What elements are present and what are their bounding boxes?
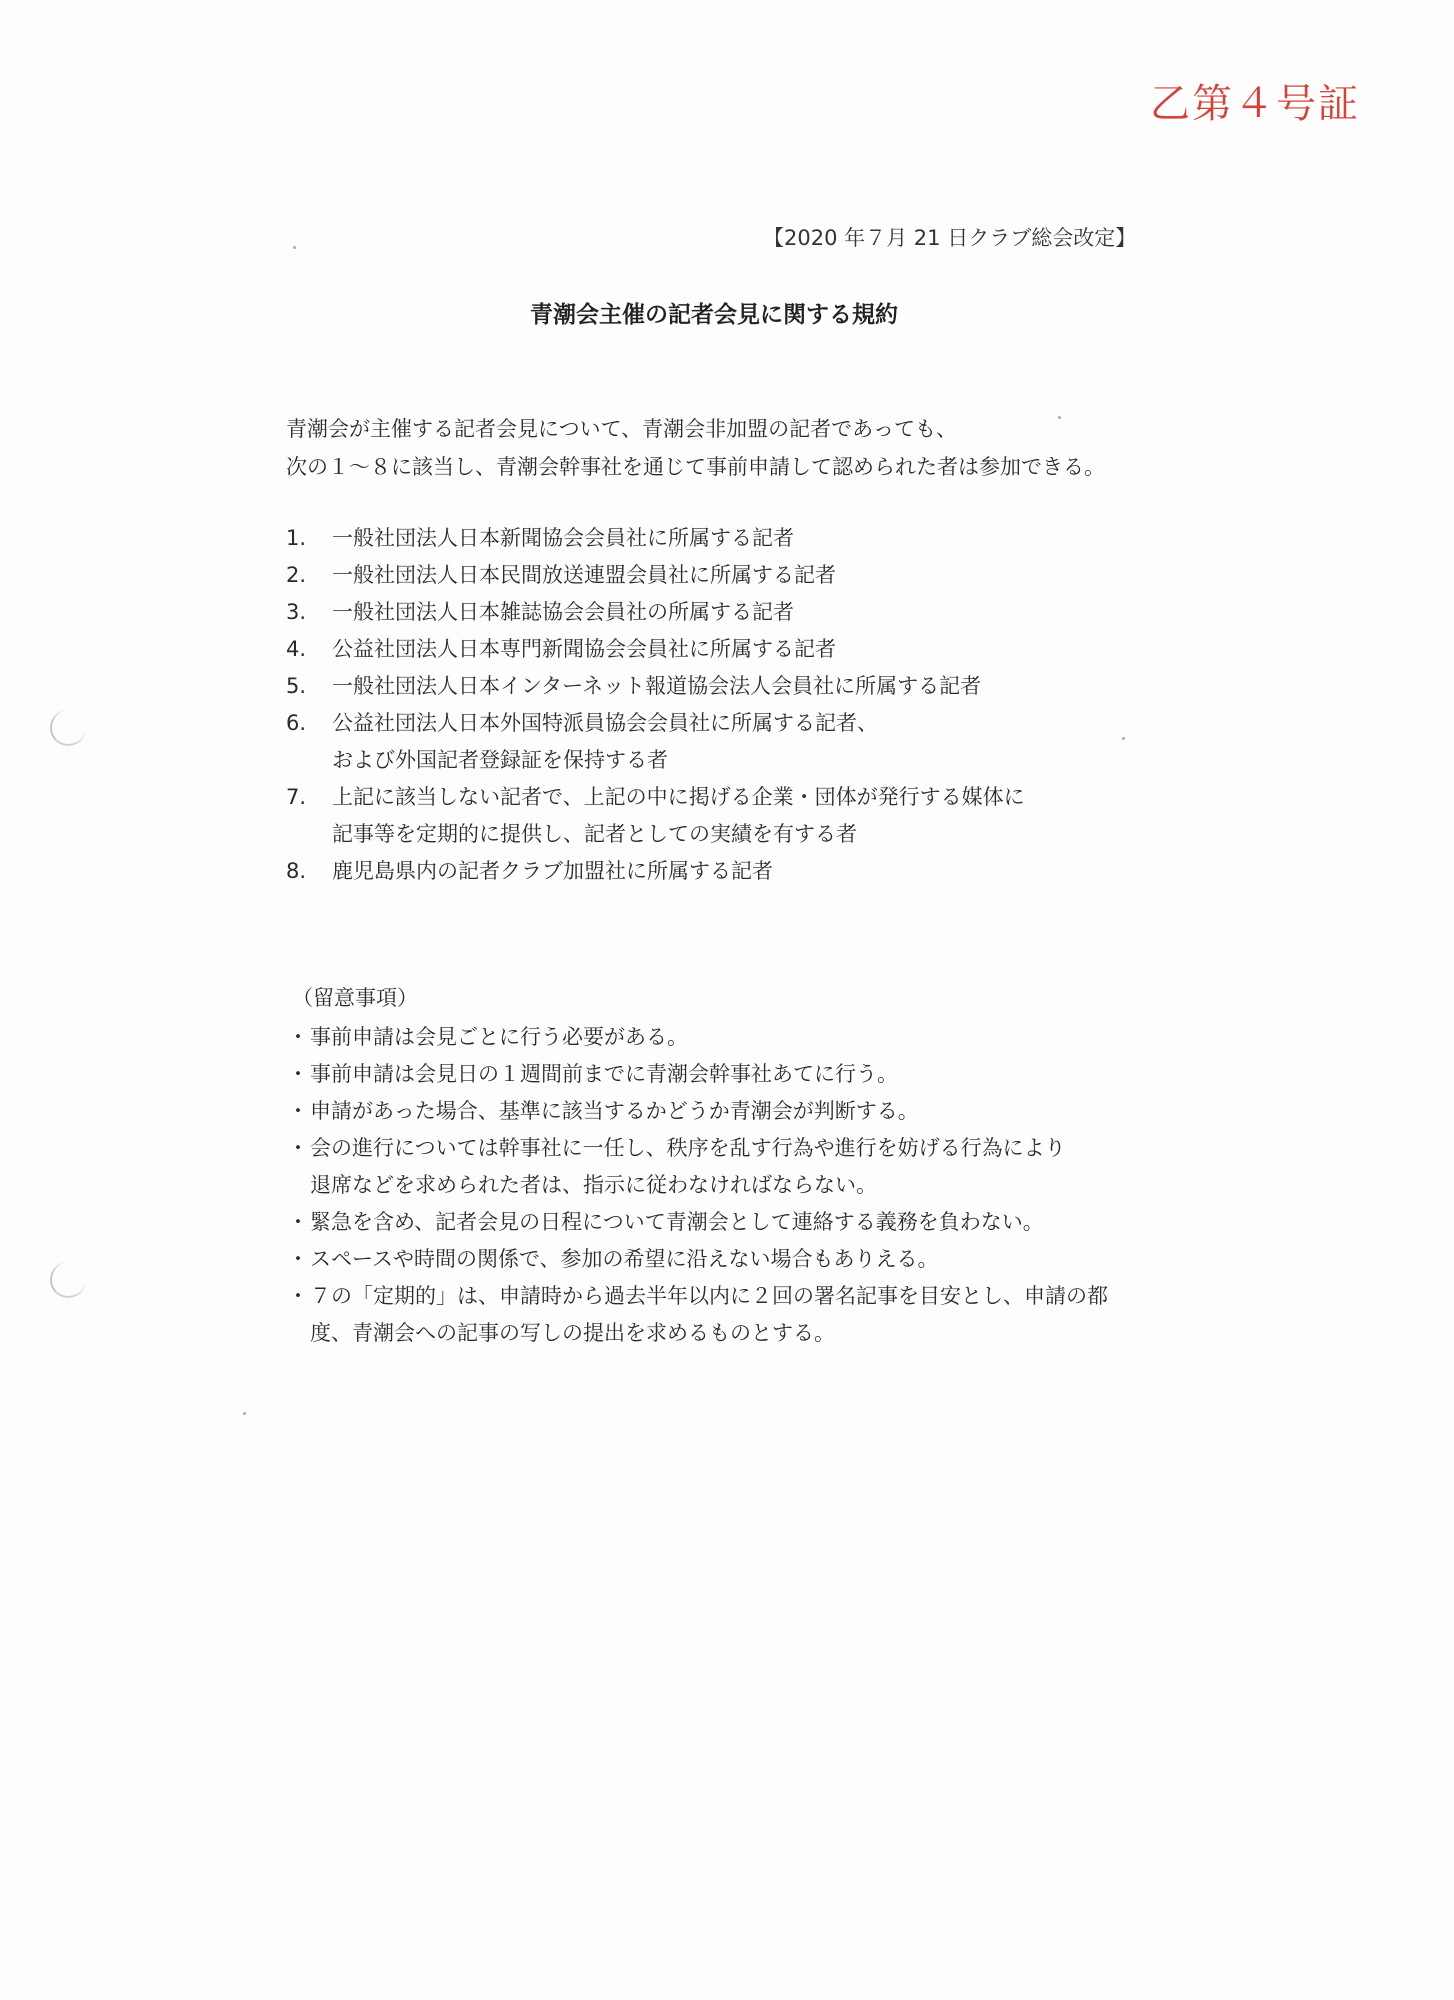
criteria-number: 1. [286,526,307,550]
criteria-number: 5. [286,674,307,698]
criteria-number: 8. [286,859,307,883]
criteria-number: 6. [286,711,307,735]
criteria-number: 3. [286,600,307,624]
punch-hole-mark [50,1262,86,1298]
eligibility-criteria-list [286,520,1025,890]
exhibit-label-stamp: 乙第４号証 [1150,81,1360,127]
criteria-text: 一般社団法人日本民間放送連盟会員社に所属する記者 [332,563,836,587]
note-text: 申請があった場合、基準に該当するかどうか青潮会が判断する。 [310,1099,919,1123]
criteria-text: 公益社団法人日本専門新聞協会会員社に所属する記者 [332,637,836,661]
criteria-item [286,520,1025,557]
bullet-icon: ・ [287,1210,309,1234]
criteria-item [286,705,1025,779]
notes-heading: （留意事項） [292,986,418,1010]
intro-line: 次の１～８に該当し、青潮会幹事社を通じて事前申請して認められた者は参加できる。 [286,455,1105,479]
bullet-icon: ・ [287,1062,309,1086]
bullet-icon: ・ [287,1099,309,1123]
note-text: スペースや時間の関係で、参加の希望に沿えない場合もありえる。 [310,1247,939,1271]
scan-speck [243,1412,246,1415]
scan-speck [1122,737,1125,740]
note-item [286,1241,1108,1278]
intro-line: 青潮会が主催する記者会見について、青潮会非加盟の記者であっても、 [286,417,957,441]
note-text: 事前申請は会見日の１週間前までに青潮会幹事社あてに行う。 [310,1062,898,1086]
document-title: 青潮会主催の記者会見に関する規約 [530,302,898,328]
notes-list [286,1019,1108,1352]
criteria-number: 4. [286,637,307,661]
bullet-icon: ・ [287,1284,309,1308]
note-item [286,1019,1108,1056]
note-text: 会の進行については幹事社に一任し、秩序を乱す行為や進行を妨げる行為により 退席などを求められた者は、指示に従わなければならない。 [310,1136,1066,1197]
criteria-number: 2. [286,563,307,587]
criteria-number: 7. [286,785,307,809]
criteria-text: 一般社団法人日本新聞協会会員社に所属する記者 [332,526,794,550]
note-item [286,1204,1108,1241]
criteria-text: 一般社団法人日本雑誌協会会員社の所属する記者 [332,600,794,624]
note-item [286,1056,1108,1093]
revision-note: 【2020 年７月 21 日クラブ総会改定】 [763,226,1137,250]
bullet-icon: ・ [287,1247,309,1271]
scan-speck [1058,416,1061,419]
criteria-item [286,631,1025,668]
scan-speck [293,246,296,249]
note-item [286,1093,1108,1130]
criteria-item [286,594,1025,631]
criteria-text: 公益社団法人日本外国特派員協会会員社に所属する記者、 および外国記者登録証を保持する者 [332,711,878,772]
criteria-item [286,668,1025,705]
criteria-item [286,557,1025,594]
criteria-item [286,853,1025,890]
notes-section [286,980,1108,1352]
note-text: 事前申請は会見ごとに行う必要がある。 [310,1025,688,1049]
note-item [286,1278,1108,1352]
note-item [286,1130,1108,1204]
bullet-icon: ・ [287,1025,309,1049]
bullet-icon: ・ [287,1136,309,1160]
punch-hole-mark [50,710,86,746]
note-text: 緊急を含め、記者会見の日程について青潮会として連絡する義務を負わない。 [310,1210,1044,1234]
criteria-text: 上記に該当しない記者で、上記の中に掲げる企業・団体が発行する媒体に 記事等を定期的に提供し、記者としての実績を有する者 [332,785,1025,846]
criteria-item [286,779,1025,853]
note-text: ７の「定期的」は、申請時から過去半年以内に２回の署名記事を目安とし、申請の都 度、青潮会への記事の写しの提出を求めるものとする。 [310,1284,1108,1345]
intro-paragraph [286,410,1105,486]
criteria-text: 鹿児島県内の記者クラブ加盟社に所属する記者 [332,859,773,883]
criteria-text: 一般社団法人日本インターネット報道協会法人会員社に所属する記者 [332,674,982,698]
